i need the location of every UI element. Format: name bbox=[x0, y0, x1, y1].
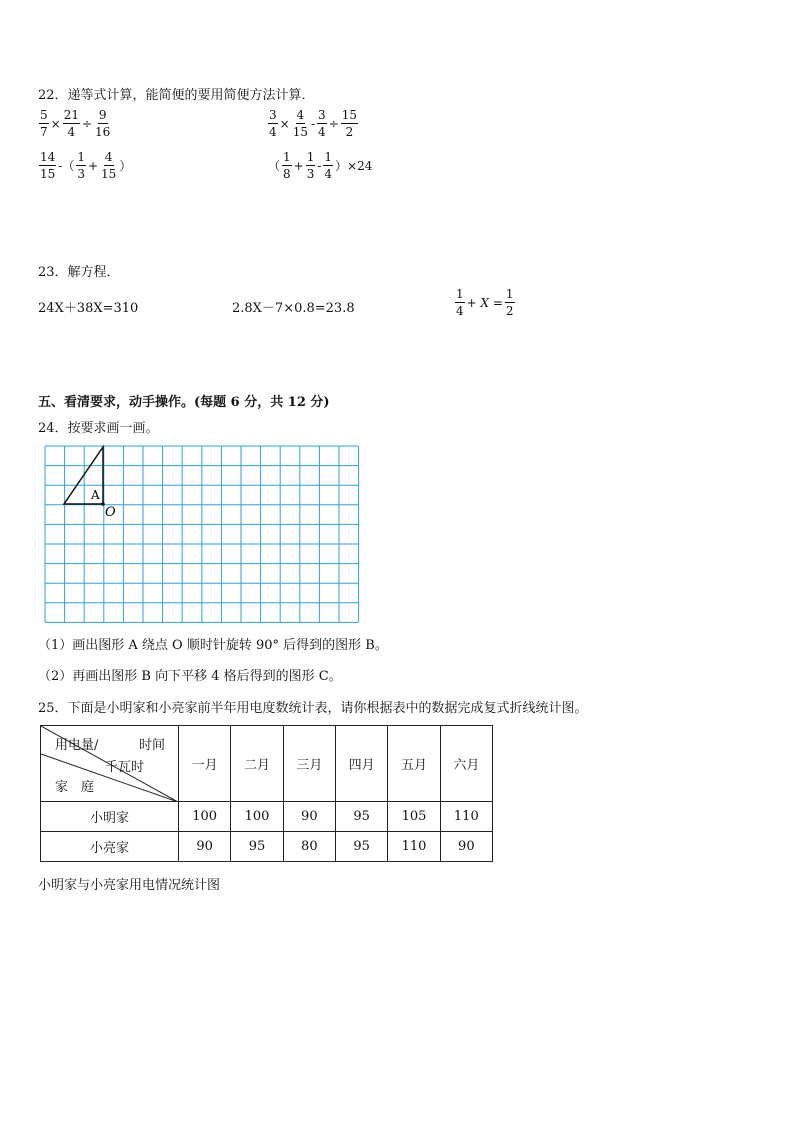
fraction: $\frac{1}{4}$ bbox=[456, 287, 464, 318]
fraction: $\frac{3}{4}$ bbox=[269, 108, 277, 139]
q23-title: 23．解方程． bbox=[38, 265, 120, 280]
electricity-table bbox=[40, 725, 493, 862]
q22-title: 22．递等式计算，能简便的要用简便方法计算． bbox=[38, 88, 315, 103]
table-cell: 90 bbox=[283, 802, 335, 832]
corner-label-family: 家 庭 bbox=[55, 780, 95, 795]
q23-equation-2: 2.8X－7×0.8=23.8 bbox=[232, 301, 355, 316]
table-cell: 100 bbox=[231, 802, 283, 832]
grid-lines bbox=[45, 446, 359, 622]
fraction: $\frac{1}{3}$ bbox=[77, 150, 85, 181]
q22-expr-3: $\frac{14}{15}$ -（ $\frac{1}{3}$ + $\frac{4}{15}$ ） bbox=[40, 150, 132, 181]
q24-step-1: （1）画出图形 A 绕点 O 顺时针旋转 90° 后得到的图形 B。 bbox=[38, 638, 388, 653]
table-cell: 90 bbox=[440, 832, 492, 862]
table-header-row bbox=[41, 726, 493, 802]
chart-caption: 小明家与小亮家用电情况统计图 bbox=[38, 878, 221, 893]
table-cell: 80 bbox=[283, 832, 335, 862]
fraction: $\frac{21}{4}$ bbox=[63, 108, 79, 139]
fraction: $\frac{1}{8}$ bbox=[283, 150, 291, 181]
fraction: $\frac{9}{16}$ bbox=[95, 108, 111, 139]
q24-step-2: （2）再画出图形 B 向下平移 4 格后得到的图形 C。 bbox=[38, 669, 342, 684]
month-header: 三月 bbox=[283, 726, 335, 802]
q22-expr-2: $\frac{3}{4}$ × $\frac{4}{15}$ - $\frac{3}{4}$ ÷ $\frac{15}{2}$ bbox=[269, 108, 358, 139]
fraction: $\frac{1}{3}$ bbox=[306, 150, 315, 181]
section-5-title: 五、看清要求，动手操作。(每题 6 分，共 12 分) bbox=[38, 395, 330, 410]
corner-label-unit: 千瓦时 bbox=[105, 760, 145, 775]
corner-label-usage: 用电量/ bbox=[55, 738, 99, 753]
month-header: 四月 bbox=[335, 726, 387, 802]
fraction: $\frac{15}{2}$ bbox=[341, 108, 358, 139]
fraction: $\frac{1}{2}$ bbox=[505, 287, 514, 318]
table-cell: 105 bbox=[388, 802, 440, 832]
q23-equation-3: $\frac{1}{4}$ + X = $\frac{1}{2}$ bbox=[456, 287, 514, 318]
table-cell: 110 bbox=[388, 832, 440, 862]
month-header: 一月 bbox=[179, 726, 231, 802]
month-header: 五月 bbox=[388, 726, 440, 802]
fraction: $\frac{4}{15}$ bbox=[101, 150, 117, 181]
fraction: $\frac{3}{4}$ bbox=[318, 108, 326, 139]
fraction: $\frac{14}{15}$ bbox=[40, 150, 56, 181]
month-header: 六月 bbox=[440, 726, 492, 802]
table-cell: 95 bbox=[335, 832, 387, 862]
table-row bbox=[41, 832, 493, 862]
fraction: $\frac{5}{7}$ bbox=[40, 108, 48, 139]
corner-label-time: 时间 bbox=[139, 738, 166, 753]
q22-expr-1: $\frac{5}{7}$ × $\frac{21}{4}$ ÷ $\frac{9}{16}$ bbox=[40, 108, 111, 139]
q25-title: 25．下面是小明家和小亮家前半年用电度数统计表，请你根据表中的数据完成复式折线统计图。 bbox=[38, 701, 588, 716]
table-cell: 100 bbox=[179, 802, 231, 832]
table-cell: 110 bbox=[440, 802, 492, 832]
family-name: 小明家 bbox=[41, 802, 179, 832]
table-corner-cell bbox=[41, 726, 179, 802]
month-header: 二月 bbox=[231, 726, 283, 802]
table-cell: 90 bbox=[179, 832, 231, 862]
q22-expr-4: （ $\frac{1}{8}$ + $\frac{1}{3}$ - $\frac{1}{4}$ ）×24 bbox=[268, 150, 373, 181]
q24-grid bbox=[42, 444, 360, 624]
q23-equation-1: 24X＋38X=310 bbox=[38, 301, 139, 316]
fraction: $\frac{4}{15}$ bbox=[292, 108, 308, 139]
label-o: O bbox=[105, 505, 116, 520]
fraction: $\frac{1}{4}$ bbox=[324, 150, 333, 181]
table-cell: 95 bbox=[335, 802, 387, 832]
label-a: A bbox=[91, 488, 100, 502]
family-name: 小亮家 bbox=[41, 832, 179, 862]
q24-title: 24．按要求画一画。 bbox=[38, 421, 159, 436]
table-row bbox=[41, 802, 493, 832]
table-cell: 95 bbox=[231, 832, 283, 862]
